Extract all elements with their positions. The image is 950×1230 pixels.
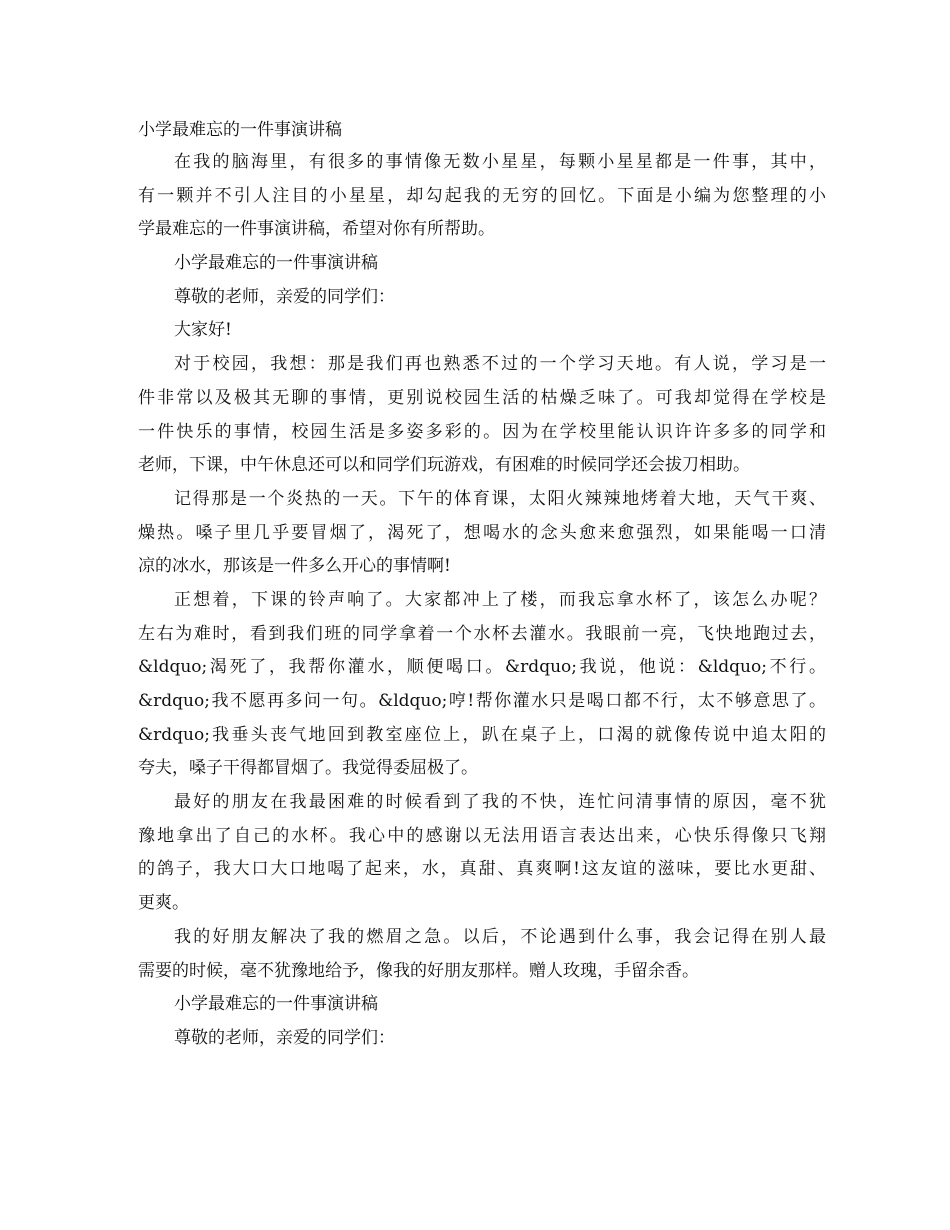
text-line: 对于校园，我想：那是我们再也熟悉不过的一个学习天地。有人说，学习是一	[174, 354, 826, 375]
text-line: 豫地拿出了自己的水杯。我心中的感谢以无法用语言表达出来，心快乐得像只飞翔	[138, 825, 826, 846]
text-line: 更爽。	[138, 893, 189, 914]
paragraph-lines	[138, 146, 826, 1056]
section-heading: 小学最难忘的一件事演讲稿	[174, 994, 378, 1015]
text-line: 老师，下课，中午休息还可以和同学们玩游戏，有困难的时候同学还会拔刀相助。	[138, 455, 750, 476]
text-line: 我的好朋友解决了我的燃眉之急。以后，不论遇到什么事，我会记得在别人最	[174, 926, 826, 947]
salutation: 尊敬的老师，亲爱的同学们：	[174, 1027, 395, 1048]
text-line: 正想着，下课的铃声响了。大家都冲上了楼，而我忘拿水杯了，该怎么办呢？	[174, 589, 826, 610]
text-line: 有一颗并不引人注目的小星星，却勾起我的无穷的回忆。下面是小编为您整理的小	[138, 185, 826, 206]
text-line: 左右为难时，看到我们班的同学拿着一个水杯去灌水。我眼前一亮，飞快地跑过去，	[138, 623, 826, 644]
text-line: 的鸽子，我大口大口地喝了起来，水，真甜、真爽啊!这友谊的滋味，要比水更甜、	[138, 859, 826, 880]
text-line: 一件快乐的事情，校园生活是多姿多彩的。因为在学校里能认识许许多多的同学和	[138, 421, 826, 442]
text-line: 记得那是一个炎热的一天。下午的体育课，太阳火辣辣地烤着大地，天气干爽、	[174, 488, 826, 509]
text-line: 需要的时候，毫不犹豫地给予，像我的好朋友那样。赠人玫瑰，手留余香。	[138, 960, 699, 981]
text-line: 学最难忘的一件事演讲稿，希望对你有所帮助。	[138, 219, 495, 240]
text-line: 件非常以及极其无聊的事情，更别说校园生活的枯燥乏味了。可我却觉得在学校是	[138, 387, 826, 408]
text-line: &rdquo;我不愿再多问一句。&ldquo;哼!帮你灌水只是喝口都不行，太不够意思了。	[138, 691, 826, 711]
greeting: 大家好!	[174, 320, 232, 341]
text-line: &ldquo;渴死了，我帮你灌水，顺便喝口。&rdquo;我说，他说：&ldquo;不行。	[138, 657, 826, 678]
document-title: 小学最难忘的一件事演讲稿	[138, 120, 342, 140]
text-line: 在我的脑海里，有很多的事情像无数小星星，每颗小星星都是一件事，其中，	[174, 152, 826, 172]
text-line: 燥热。嗓子里几乎要冒烟了，渴死了，想喝水的念头愈来愈强烈，如果能喝一口清	[138, 522, 826, 543]
document-body	[138, 118, 826, 1056]
text-line: 凉的冰水，那该是一件多么开心的事情啊!	[138, 556, 451, 577]
salutation: 尊敬的老师，亲爱的同学们：	[174, 286, 395, 307]
section-heading: 小学最难忘的一件事演讲稿	[174, 253, 378, 274]
text-line: 最好的朋友在我最困难的时候看到了我的不快，连忙问清事情的原因，毫不犹	[174, 792, 826, 813]
text-line: 夸夫，嗓子干得都冒烟了。我觉得委屈极了。	[138, 758, 478, 779]
text-line: &rdquo;我垂头丧气地回到教室座位上，趴在桌子上，口渴的就像传说中追太阳的	[138, 724, 826, 745]
